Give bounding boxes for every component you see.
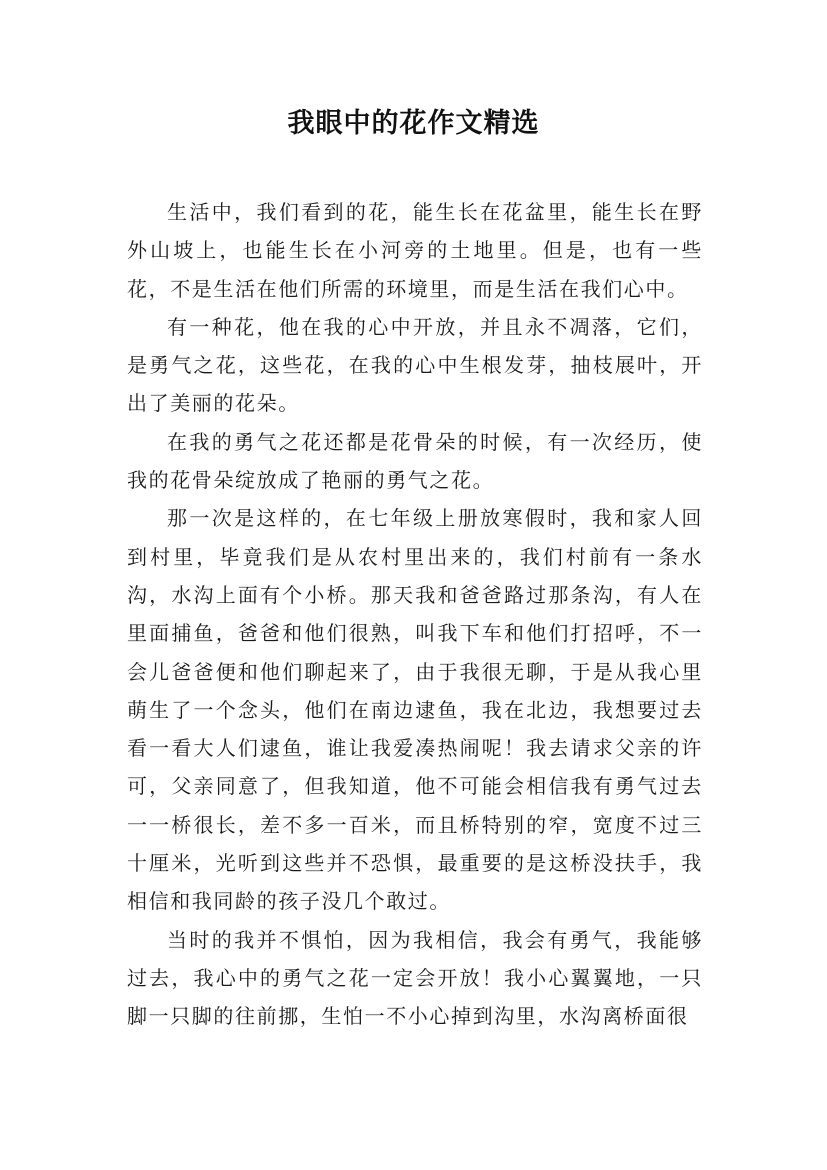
paragraph-1: 生活中，我们看到的花，能生长在花盆里，能生长在野外山坡上，也能生长在小河旁的土地里。但是，也有一些花，不是生活在他们所需的环境里，而是生活在我们心中。 — [127, 200, 703, 301]
paragraph-5: 当时的我并不惧怕，因为我相信，我会有勇气，我能够过去，我心中的勇气之花一定会开放！我小心翼翼地，一只脚一只脚的往前挪，生怕一不小心掉到沟里，水沟离桥面很 — [127, 927, 703, 1029]
paragraph-3: 在我的勇气之花还都是花骨朵的时候，有一次经历，使我的花骨朵绽放成了艳丽的勇气之花。 — [127, 429, 703, 493]
paragraph-2: 有一种花，他在我的心中开放，并且永不凋落，它们，是勇气之花，这些花，在我的心中生根发芽，抽枝展叶，开出了美丽的花朵。 — [127, 314, 703, 416]
document-body — [127, 193, 703, 1036]
paragraph-4: 那一次是这样的，在七年级上册放寒假时，我和家人回到村里，毕竟我们是从农村里出来的，我们村前有一条水沟，水沟上面有个小桥。那天我和爸爸路过那条沟，有人在里面捕鱼，爸爸和他们很熟，叫我下车和他们打招呼，不一会儿爸爸便和他们聊起来了，由于我很无聊，于是从我心里萌生了一个念头，他们在南边逮鱼，我在北边，我想要过去看一看大人们逮鱼，谁让我爱凑热闹呢！我去请求父亲的许可，父亲同意了，但我知道，他不可能会相信我有勇气过去一一桥很长，差不多一百米，而且桥特别的窄，宽度不过三十厘米，光听到这些并不恐惧，最重要的是这桥没扶手，我相信和我同龄的孩子没几个敢过。 — [127, 506, 703, 914]
document-title: 我眼中的花作文精选 — [287, 108, 540, 139]
